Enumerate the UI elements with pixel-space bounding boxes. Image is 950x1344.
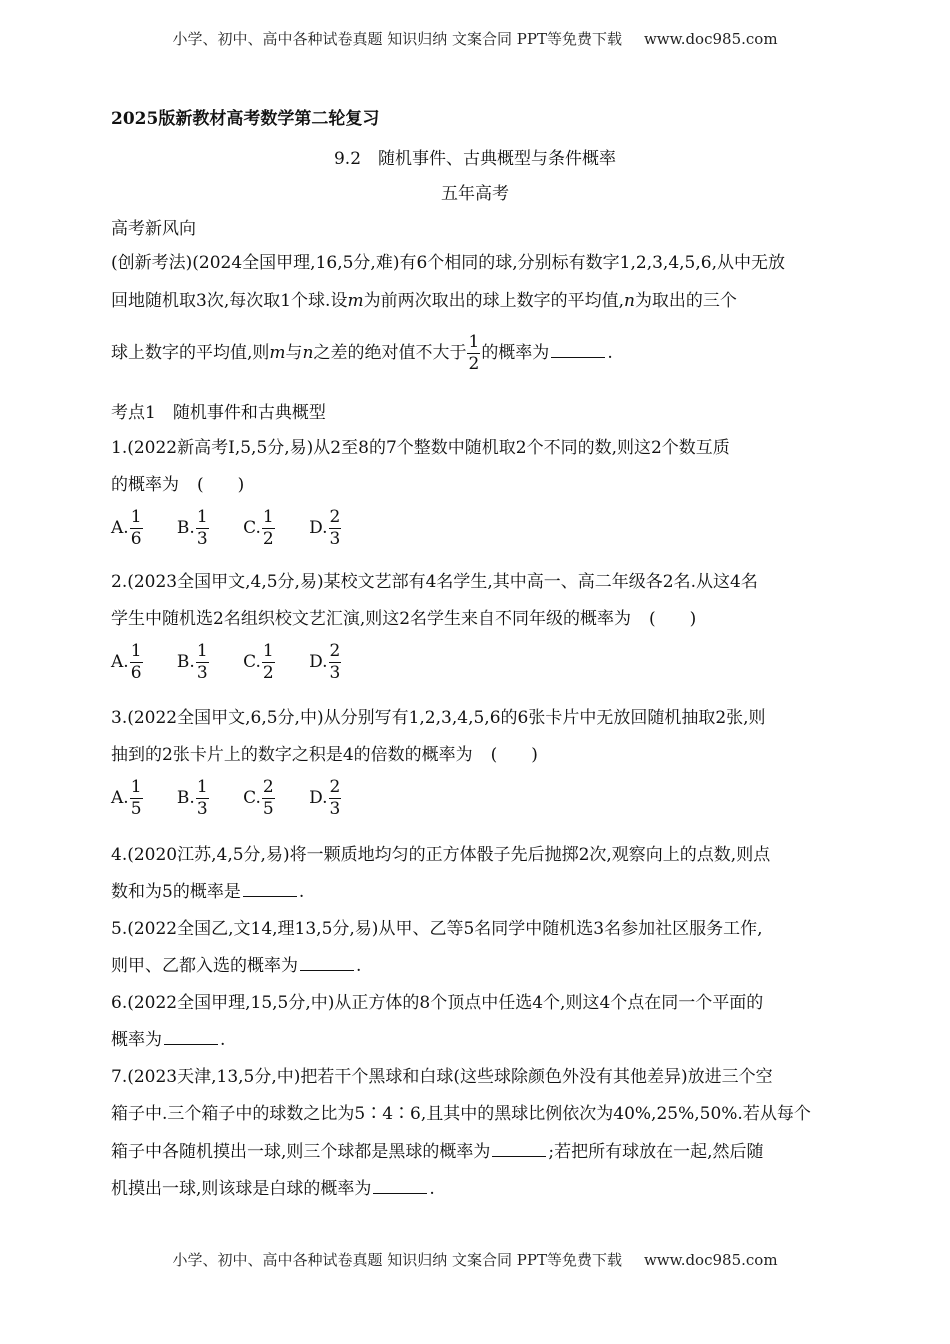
q3-line-1: 3.(2022全国甲文,6,5分,中)从分别写有1,2,3,4,5,6的6张卡片中无放回随机抽取2张,则 <box>111 708 766 728</box>
option-label: C. <box>243 788 261 808</box>
numerator: 2 <box>329 777 341 797</box>
page-footer <box>0 1249 950 1270</box>
q5-line-2 <box>111 951 361 976</box>
variable-m: m <box>347 291 364 311</box>
option-label: C. <box>243 652 261 672</box>
option-a[interactable] <box>111 509 144 548</box>
option-b[interactable] <box>177 643 210 682</box>
variable-n: n <box>623 291 635 311</box>
answer-blank[interactable] <box>164 1030 218 1045</box>
topic-1-heading: 考点1 随机事件和古典概型 <box>111 403 326 423</box>
numerator: 1 <box>262 641 274 661</box>
answer-parentheses[interactable]: ( ) <box>490 745 538 765</box>
q6-line-2 <box>111 1025 225 1050</box>
answer-blank[interactable] <box>243 882 297 897</box>
text: 回地随机取3次,每次取1个球.设 <box>111 291 348 311</box>
variable-m: m <box>269 343 286 363</box>
q7-line-1: 7.(2023天津,13,5分,中)把若干个黑球和白球(这些球除颜色外没有其他差异)放进三个空 <box>111 1067 773 1087</box>
numerator: 1 <box>468 332 480 352</box>
q7-line-3 <box>111 1137 764 1162</box>
text: 学生中随机选2名组织校文艺汇演,则这2名学生来自不同年级的概率为 <box>111 609 632 629</box>
option-label: D. <box>309 652 328 672</box>
option-a[interactable] <box>111 779 144 818</box>
option-a[interactable] <box>111 643 144 682</box>
fraction <box>329 509 342 548</box>
denominator: 3 <box>329 529 341 549</box>
text: 箱子中各随机摸出一球,则三个球都是黑球的概率为 <box>111 1142 491 1162</box>
text: . <box>356 956 362 976</box>
text: 与 <box>285 343 303 363</box>
text: . <box>220 1030 226 1050</box>
fraction <box>130 779 143 818</box>
page-header <box>0 28 950 49</box>
denominator: 6 <box>130 529 142 549</box>
text: 为前两次取出的球上数字的平均值, <box>363 291 624 311</box>
option-d[interactable] <box>309 509 342 548</box>
fraction <box>329 643 342 682</box>
fraction <box>196 779 209 818</box>
denominator: 3 <box>196 663 208 683</box>
q2-line-1: 2.(2023全国甲文,4,5分,易)某校文艺部有4名学生,其中高一、高二年级各2名.从这4名 <box>111 572 758 592</box>
fraction <box>262 643 275 682</box>
option-c[interactable] <box>243 779 276 818</box>
option-label: A. <box>111 518 129 538</box>
fraction <box>196 643 209 682</box>
q6-line-1: 6.(2022全国甲理,15,5分,中)从正方体的8个顶点中任选4个,则这4个点在同一个平面的 <box>111 993 764 1013</box>
q2-options <box>111 643 370 682</box>
fraction-one-half <box>467 334 480 373</box>
answer-parentheses[interactable]: ( ) <box>197 475 245 495</box>
text: 之差的绝对值不大于 <box>313 343 467 363</box>
fraction <box>130 643 143 682</box>
intro-question-line-3 <box>111 334 613 373</box>
option-c[interactable] <box>243 643 276 682</box>
q4-line-2 <box>111 877 304 902</box>
option-b[interactable] <box>177 779 210 818</box>
numerator: 1 <box>196 507 208 527</box>
text: 为取出的三个 <box>634 291 737 311</box>
section-title: 9.2 随机事件、古典概型与条件概率 <box>333 149 617 169</box>
answer-blank-1[interactable] <box>492 1142 546 1157</box>
numerator: 1 <box>130 507 142 527</box>
header-links: 小学、初中、高中各种试卷真题 知识归纳 文案合同 PPT等免费下载 <box>172 30 622 48</box>
q3-options <box>111 779 370 818</box>
subtitle: 五年高考 <box>441 184 509 204</box>
text: 的概率为 <box>481 343 550 363</box>
denominator: 3 <box>329 663 341 683</box>
q7-line-4 <box>111 1174 435 1199</box>
fraction <box>262 509 275 548</box>
option-label: C. <box>243 518 261 538</box>
option-d[interactable] <box>309 643 342 682</box>
answer-blank[interactable] <box>300 956 354 971</box>
option-label: B. <box>176 518 195 538</box>
denominator: 5 <box>262 799 274 819</box>
fraction <box>329 779 342 818</box>
denominator: 3 <box>329 799 341 819</box>
variable-n: n <box>302 343 314 363</box>
denominator: 2 <box>262 529 274 549</box>
text: 机摸出一球,则该球是白球的概率为 <box>111 1179 372 1199</box>
denominator: 2 <box>468 354 480 374</box>
denominator: 6 <box>130 663 142 683</box>
option-label: B. <box>176 652 195 672</box>
q2-line-2 <box>111 604 696 629</box>
denominator: 3 <box>196 529 208 549</box>
q5-line-1: 5.(2022全国乙,文14,理13,5分,易)从甲、乙等5名同学中随机选3名参加社区服务工作, <box>111 919 763 939</box>
numerator: 1 <box>196 641 208 661</box>
numerator: 1 <box>130 777 142 797</box>
intro-question-line-2 <box>111 286 737 311</box>
numerator: 2 <box>262 777 274 797</box>
denominator: 5 <box>130 799 142 819</box>
option-label: A. <box>111 788 129 808</box>
numerator: 2 <box>329 641 341 661</box>
numerator: 1 <box>262 507 274 527</box>
intro-question-line-1: (创新考法)(2024全国甲理,16,5分,难)有6个相同的球,分别标有数字1,2,3,4,5,6,从中无放 <box>111 253 785 273</box>
answer-blank[interactable] <box>551 343 605 358</box>
header-url[interactable]: www.doc985.com <box>643 30 778 48</box>
text: . <box>429 1179 435 1199</box>
q1-line-2 <box>111 470 244 495</box>
footer-links: 小学、初中、高中各种试卷真题 知识归纳 文案合同 PPT等免费下载 <box>172 1251 622 1269</box>
option-label: B. <box>176 788 195 808</box>
footer-url[interactable]: www.doc985.com <box>643 1251 778 1269</box>
fraction <box>262 779 275 818</box>
option-c[interactable] <box>243 509 276 548</box>
q7-line-2: 箱子中.三个箱子中的球数之比为5∶4∶6,且其中的黑球比例依次为40%,25%,50%.若从每个 <box>111 1104 811 1124</box>
text: 则甲、乙都入选的概率为 <box>111 956 298 976</box>
denominator: 3 <box>196 799 208 819</box>
text: . <box>607 343 613 363</box>
text: 抽到的2张卡片上的数字之积是4的倍数的概率为 <box>111 745 473 765</box>
text: 数和为5的概率是 <box>111 882 241 902</box>
answer-blank-2[interactable] <box>373 1179 427 1194</box>
numerator: 1 <box>130 641 142 661</box>
numerator: 1 <box>196 777 208 797</box>
fraction <box>196 509 209 548</box>
text: 的概率为 <box>111 475 179 495</box>
text: ;若把所有球放在一起,然后随 <box>548 1142 764 1162</box>
option-label: A. <box>111 652 129 672</box>
option-b[interactable] <box>177 509 210 548</box>
q1-line-1: 1.(2022新高考Ⅰ,5,5分,易)从2至8的7个整数中随机取2个不同的数,则这2个数互质 <box>111 438 730 458</box>
text: . <box>298 882 305 902</box>
answer-parentheses[interactable]: ( ) <box>649 609 697 629</box>
q4-line-1: 4.(2020江苏,4,5分,易)将一颗质地均匀的正方体骰子先后抛掷2次,观察向上的点数,则点 <box>111 845 771 865</box>
text: 概率为 <box>111 1030 162 1050</box>
numerator: 2 <box>329 507 341 527</box>
denominator: 2 <box>262 663 274 683</box>
option-label: D. <box>309 788 328 808</box>
fraction <box>130 509 143 548</box>
q3-line-2 <box>111 740 538 765</box>
option-label: D. <box>309 518 328 538</box>
doc-title: 2025版新教材高考数学第二轮复习 <box>111 109 380 129</box>
new-trend-heading: 高考新风向 <box>111 219 196 239</box>
option-d[interactable] <box>309 779 342 818</box>
text: 球上数字的平均值,则 <box>111 343 270 363</box>
q1-options <box>111 509 370 548</box>
